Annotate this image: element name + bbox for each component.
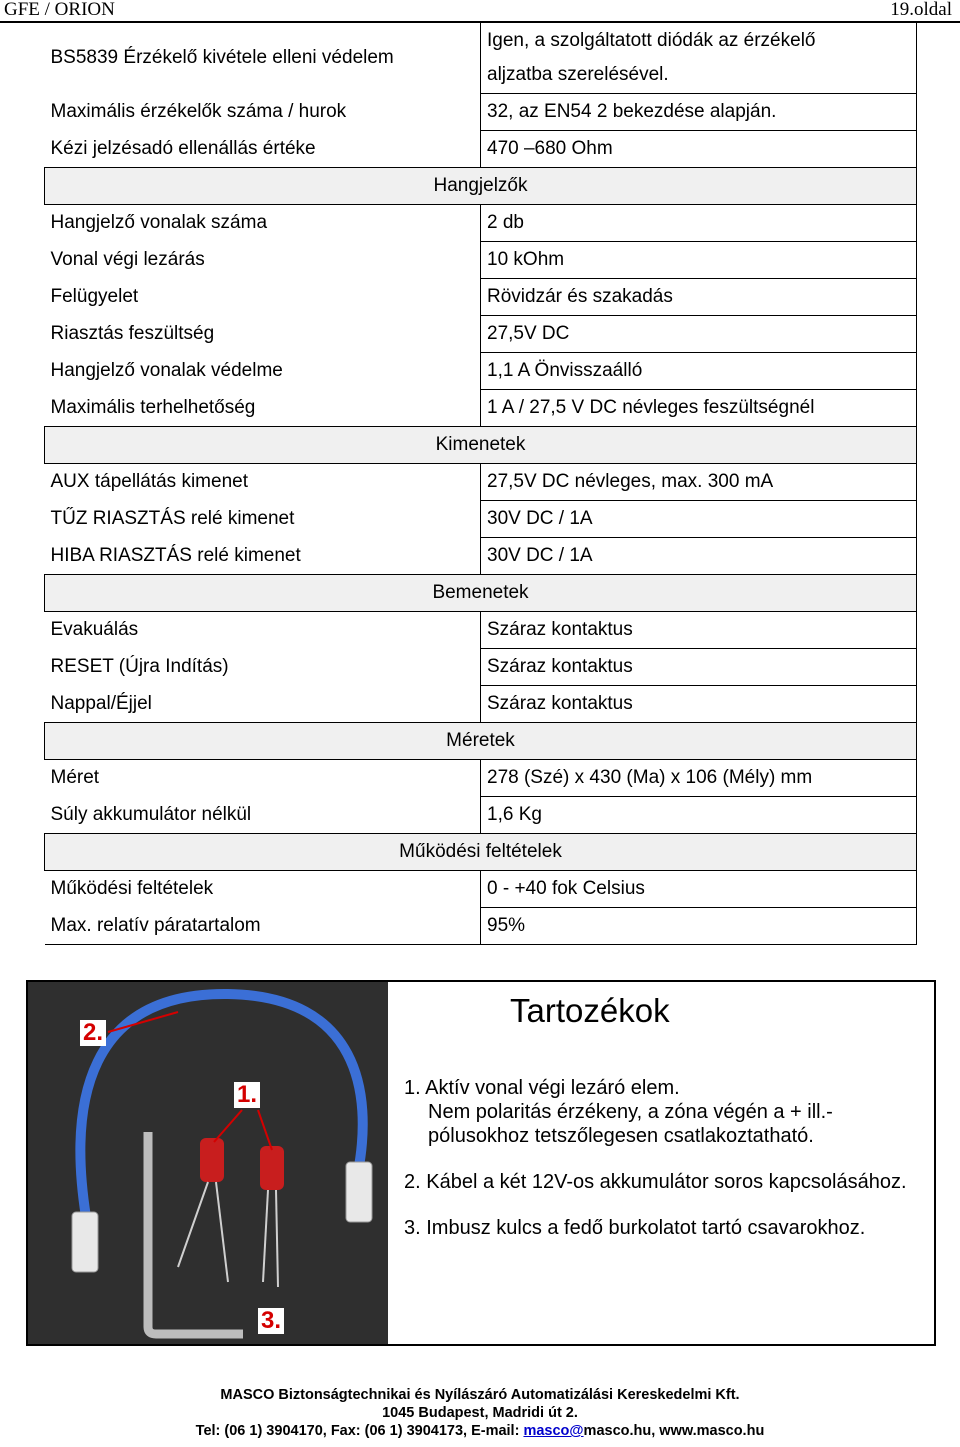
resistor-shape bbox=[260, 1146, 284, 1190]
spec-row bbox=[45, 131, 917, 168]
spec-row bbox=[45, 279, 917, 316]
spec-label: RESET (Újra Indítás) bbox=[45, 649, 481, 686]
badge-one: 1. bbox=[234, 1082, 260, 1108]
footer-address: 1045 Budapest, Madridi út 2. bbox=[382, 1405, 578, 1421]
spec-row bbox=[45, 797, 917, 834]
accessory-line: 3. Imbusz kulcs a fedő burkolatot tartó csavarokhoz. bbox=[404, 1217, 866, 1239]
spec-value: 27,5V DC névleges, max. 300 mA bbox=[481, 464, 917, 501]
spec-value: Száraz kontaktus bbox=[481, 686, 917, 723]
spec-label: Maximális terhelhetőség bbox=[45, 390, 481, 427]
spec-value-line: Igen, a szolgáltatott diódák az érzékelő bbox=[487, 30, 816, 51]
spec-value bbox=[481, 23, 917, 94]
spec-value: Száraz kontaktus bbox=[481, 612, 917, 649]
spec-value: 2 db bbox=[481, 205, 917, 242]
spec-table bbox=[44, 22, 917, 945]
section-title: Méretek bbox=[45, 723, 917, 760]
list-item bbox=[404, 1170, 907, 1194]
spec-value: 95% bbox=[481, 908, 917, 945]
spec-row bbox=[45, 390, 917, 427]
hex-key-shape bbox=[148, 1132, 243, 1334]
spec-value: 0 - +40 fok Celsius bbox=[481, 871, 917, 908]
section-header-row bbox=[45, 168, 917, 205]
spec-row bbox=[45, 464, 917, 501]
spec-label: Hangjelző vonalak védelme bbox=[45, 353, 481, 390]
footer-phone-fax: Tel: (06 1) 3904170, Fax: (06 1) 3904173, E-mail: bbox=[195, 1423, 524, 1439]
resistor-lead bbox=[216, 1182, 228, 1282]
badge-two: 2. bbox=[80, 1020, 106, 1046]
section-header-row bbox=[45, 723, 917, 760]
section-header-row bbox=[45, 575, 917, 612]
section-header-row bbox=[45, 834, 917, 871]
spec-value: Rövidzár és szakadás bbox=[481, 279, 917, 316]
spec-label: Méret bbox=[45, 760, 481, 797]
spec-label: Riasztás feszültség bbox=[45, 316, 481, 353]
spec-label: Kézi jelzésadó ellenállás értéke bbox=[45, 131, 481, 168]
page-header bbox=[0, 0, 960, 22]
badge-three: 3. bbox=[258, 1308, 284, 1334]
spec-row bbox=[45, 316, 917, 353]
accessories-list bbox=[404, 1076, 907, 1262]
spec-label: Vonal végi lezárás bbox=[45, 242, 481, 279]
footer-company: MASCO Biztonságtechnikai és Nyílászáró Automatizálási Kereskedelmi Kft. bbox=[220, 1387, 740, 1403]
footer-web: masco.hu, www.masco.hu bbox=[583, 1423, 765, 1439]
pointer-line bbox=[258, 1110, 272, 1150]
spec-value: 30V DC / 1A bbox=[481, 538, 917, 575]
spec-value: 32, az EN54 2 bekezdése alapján. bbox=[481, 94, 917, 131]
cable-connector-left bbox=[72, 1212, 98, 1272]
spec-row bbox=[45, 649, 917, 686]
accessory-line: 2. Kábel a két 12V-os akkumulátor soros kapcsolásához. bbox=[404, 1171, 907, 1193]
spec-label: BS5839 Érzékelő kivétele elleni védelem bbox=[45, 23, 481, 94]
pointer-line bbox=[214, 1110, 242, 1142]
spec-label: Hangjelző vonalak száma bbox=[45, 205, 481, 242]
spec-value-line: aljzatba szerelésével. bbox=[487, 64, 669, 85]
spec-label: Felügyelet bbox=[45, 279, 481, 316]
footer-contact bbox=[0, 1422, 960, 1440]
spec-label: Működési feltételek bbox=[45, 871, 481, 908]
section-title: Hangjelzők bbox=[45, 168, 917, 205]
section-title: Kimenetek bbox=[45, 427, 917, 464]
accessory-line: pólusokhoz tetszőlegesen csatlakoztatható. bbox=[428, 1125, 814, 1147]
email-link[interactable]: masco@ bbox=[523, 1423, 584, 1439]
section-title: Bemenetek bbox=[45, 575, 917, 612]
spec-value: 1 A / 27,5 V DC névleges feszültségnél bbox=[481, 390, 917, 427]
spec-value: 10 kOhm bbox=[481, 242, 917, 279]
spec-value: 27,5V DC bbox=[481, 316, 917, 353]
spec-value: 278 (Szé) x 430 (Ma) x 106 (Mély) mm bbox=[481, 760, 917, 797]
spec-row bbox=[45, 23, 917, 94]
spec-label: AUX tápellátás kimenet bbox=[45, 464, 481, 501]
spec-row bbox=[45, 612, 917, 649]
spec-label: Evakuálás bbox=[45, 612, 481, 649]
spec-row bbox=[45, 501, 917, 538]
accessories-figure bbox=[26, 980, 936, 1346]
accessory-line: Nem polaritás érzékeny, a zóna végén a + ill.- bbox=[428, 1101, 833, 1123]
spec-row bbox=[45, 538, 917, 575]
resistor-shape bbox=[200, 1138, 224, 1182]
spec-row bbox=[45, 760, 917, 797]
header-title: GFE / ORION bbox=[4, 0, 115, 20]
spec-label: Max. relatív páratartalom bbox=[45, 908, 481, 945]
spec-row bbox=[45, 871, 917, 908]
spec-label: HIBA RIASZTÁS relé kimenet bbox=[45, 538, 481, 575]
resistor-lead bbox=[263, 1190, 268, 1282]
spec-value: 1,6 Kg bbox=[481, 797, 917, 834]
list-item bbox=[404, 1076, 907, 1148]
spec-label: TŰZ RIASZTÁS relé kimenet bbox=[45, 501, 481, 538]
spec-row bbox=[45, 94, 917, 131]
spec-value: 30V DC / 1A bbox=[481, 501, 917, 538]
spec-row bbox=[45, 908, 917, 945]
page-footer bbox=[0, 1386, 960, 1440]
spec-value: Száraz kontaktus bbox=[481, 649, 917, 686]
resistor-lead bbox=[276, 1190, 278, 1287]
spec-label: Súly akkumulátor nélkül bbox=[45, 797, 481, 834]
accessory-line: 1. Aktív vonal végi lezáró elem. bbox=[404, 1077, 680, 1099]
section-header-row bbox=[45, 427, 917, 464]
page-number: 19.oldal bbox=[890, 0, 952, 20]
resistor-lead bbox=[178, 1182, 208, 1267]
cable-connector-right bbox=[346, 1162, 372, 1222]
spec-row bbox=[45, 242, 917, 279]
spec-value: 1,1 A Önvisszaálló bbox=[481, 353, 917, 390]
spec-row bbox=[45, 353, 917, 390]
spec-value: 470 –680 Ohm bbox=[481, 131, 917, 168]
spec-row bbox=[45, 205, 917, 242]
accessories-title: Tartozékok bbox=[510, 992, 670, 1029]
spec-row bbox=[45, 686, 917, 723]
section-title: Működési feltételek bbox=[45, 834, 917, 871]
spec-label: Maximális érzékelők száma / hurok bbox=[45, 94, 481, 131]
spec-label: Nappal/Éjjel bbox=[45, 686, 481, 723]
list-item bbox=[404, 1216, 907, 1240]
